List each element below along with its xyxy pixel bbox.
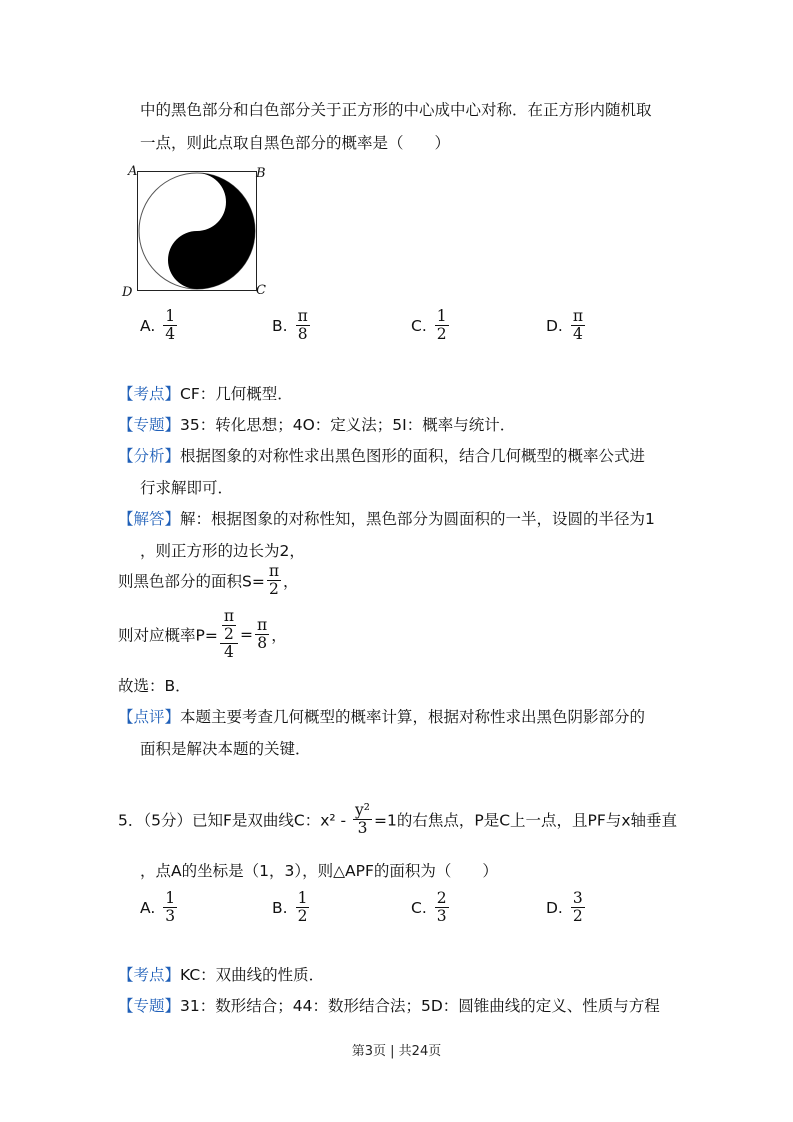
q4-option-d: D. $\frac{\pi}{4}$: [546, 307, 584, 343]
label-a: A: [128, 164, 138, 179]
q4-kaodian: 【考点】CF：几何概型．: [118, 385, 293, 403]
q4-line-2: 一点，则此点取自黑色部分的概率是（ ）: [140, 134, 451, 152]
yin-yang-symbol: [137, 171, 257, 291]
q4-option-a: A. $\frac{1}{4}$: [140, 307, 176, 343]
q4-probability-formula: 则对应概率P= $\frac{\frac{\pi}{2}}{4}$ = $\frac{\pi}{8}$ ，: [118, 607, 287, 661]
q4-option-c: C. $\frac{1}{2}$: [411, 307, 447, 343]
label-c: C: [256, 283, 266, 298]
q4-option-b: B. $\frac{\pi}{8}$: [272, 307, 308, 343]
q5-stem-line-1: 5．（5分）已知F是双曲线C：x² - $\frac{\text{y²}}{3}$ =1的右焦点，P是C上一点，且PF与x轴垂直: [118, 801, 677, 837]
q4-jieda: 【解答】解：根据图象的对称性知，黑色部分为圆面积的一半，设圆的半径为1: [118, 510, 655, 528]
q4-dianping-2: 面积是解决本题的关键．: [140, 740, 311, 758]
q5-option-c: C. $\frac{2}{3}$: [411, 889, 447, 925]
q4-dianping: 【点评】本题主要考查几何概型的概率计算，根据对称性求出黑色阴影部分的: [118, 708, 646, 726]
q5-zhuanti: 【专题】31：数形结合；44：数形结合法；5D：圆锥曲线的定义、性质与方程: [118, 997, 660, 1015]
q5-option-d: D. $\frac{3}{2}$: [546, 889, 583, 925]
q4-jieda-2: ，则正方形的边长为2，: [140, 542, 305, 560]
label-b: B: [256, 166, 266, 181]
q5-stem-line-2: ，点A的坐标是（1，3），则△APF的面积为（ ）: [140, 862, 498, 880]
q4-area-formula: 则黑色部分的面积S= $\frac{\pi}{2}$ ，: [118, 562, 299, 598]
page-footer: 第3页 | 共24页: [351, 1044, 442, 1059]
q5-option-a: A. $\frac{1}{3}$: [140, 889, 176, 925]
q4-fenxi-2: 行求解即可．: [140, 479, 234, 497]
q4-zhuanti: 【专题】35：转化思想；4O：定义法；5I：概率与统计．: [118, 416, 516, 434]
q4-answer: 故选：B．: [118, 677, 191, 695]
q4-line-1: 中的黑色部分和白色部分关于正方形的中心成中心对称．在正方形内随机取: [140, 101, 652, 119]
q5-option-b: B. $\frac{1}{2}$: [272, 889, 308, 925]
taiji-figure: [122, 164, 272, 299]
q5-kaodian: 【考点】KC：双曲线的性质．: [118, 966, 325, 984]
label-d: D: [122, 285, 133, 300]
q4-fenxi: 【分析】根据图象的对称性求出黑色图形的面积，结合几何概型的概率公式进: [118, 447, 646, 465]
